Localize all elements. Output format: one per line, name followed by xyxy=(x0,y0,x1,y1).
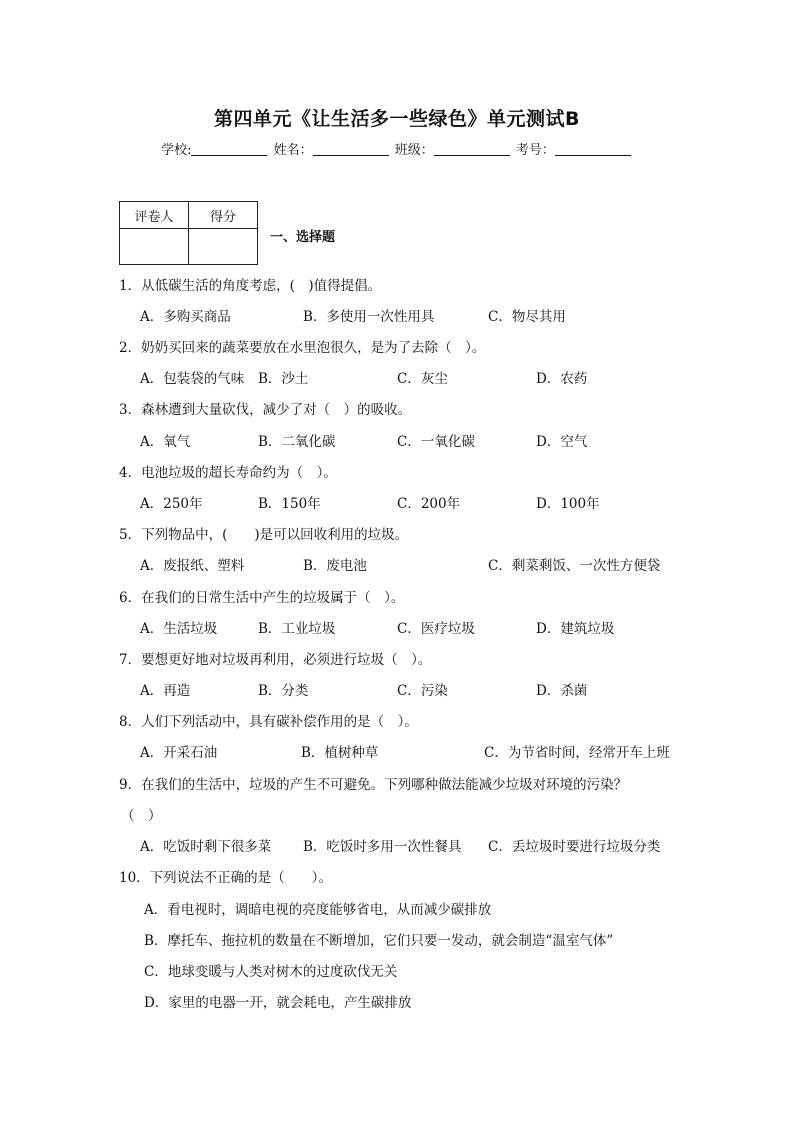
question-3-option-d[interactable]: D．空气 xyxy=(536,434,588,450)
question-10-option-c[interactable]: C．地球变暖与人类对树木的过度砍伐无关 xyxy=(144,964,398,980)
question-8-option-a[interactable]: A．开采石油 xyxy=(140,745,218,761)
class-label: 班级： xyxy=(394,143,434,158)
question-10-option-b[interactable]: B．摩托车、拖拉机的数量在不断增加，它们只要一发动，就会制造“温室气体” xyxy=(144,933,614,949)
grader-header: 评卷人 xyxy=(120,202,189,229)
school-label: 学校: xyxy=(161,143,192,158)
question-2-option-b[interactable]: B．沙土 xyxy=(258,371,309,387)
question-2-option-a[interactable]: A．包装袋的气味 xyxy=(140,371,245,387)
score-cell[interactable] xyxy=(189,229,258,265)
question-8: 8．人们下列活动中，具有碳补偿作用的是（ ）。 xyxy=(119,714,418,730)
question-8-option-c[interactable]: C．为节省时间，经常开车上班 xyxy=(484,745,670,761)
question-6-option-a[interactable]: A．生活垃圾 xyxy=(140,621,218,637)
question-1-option-c[interactable]: C．物尽其用 xyxy=(488,309,566,325)
question-1-option-b[interactable]: B．多使用一次性用具 xyxy=(303,309,435,325)
question-6-option-c[interactable]: C．医疗垃圾 xyxy=(397,621,475,637)
question-9-option-a[interactable]: A．吃饭时剩下很多菜 xyxy=(140,839,272,855)
page-title: 第四单元《让生活多一些绿色》单元测试B xyxy=(214,108,580,130)
question-5: 5．下列物品中，( )是可以回收利用的垃圾。 xyxy=(119,527,409,543)
question-10-option-a[interactable]: A．看电视时，调暗电视的亮度能够省电，从而减少碳排放 xyxy=(144,902,492,918)
score-table xyxy=(119,201,258,265)
question-4-option-d[interactable]: D．100年 xyxy=(536,496,600,512)
score-header: 得分 xyxy=(189,202,258,229)
name-blank[interactable] xyxy=(313,143,389,156)
question-9-option-b[interactable]: B．吃饭时多用一次性餐具 xyxy=(303,839,462,855)
question-6-option-b[interactable]: B．工业垃圾 xyxy=(258,621,336,637)
grader-cell[interactable] xyxy=(120,229,189,265)
question-4-option-b[interactable]: B．150年 xyxy=(258,496,321,512)
number-blank[interactable] xyxy=(555,143,631,156)
question-2-option-d[interactable]: D．农药 xyxy=(536,371,588,387)
question-5-option-a[interactable]: A．废报纸、塑料 xyxy=(140,558,245,574)
question-4-option-c[interactable]: C．200年 xyxy=(397,496,461,512)
question-3: 3．森林遭到大量砍伐，减少了对（ ）的吸收。 xyxy=(119,402,412,418)
question-7-option-a[interactable]: A．再造 xyxy=(140,683,191,699)
name-label: 姓名： xyxy=(273,143,313,158)
question-6-option-d[interactable]: D．建筑垃圾 xyxy=(536,621,615,637)
question-6: 6．在我们的日常生活中产生的垃圾属于（ ）。 xyxy=(119,590,405,606)
question-9-option-c[interactable]: C．丢垃圾时要进行垃圾分类 xyxy=(488,839,661,855)
question-1-option-a[interactable]: A．多购买商品 xyxy=(140,309,231,325)
question-10-option-d[interactable]: D．家里的电器一开，就会耗电，产生碳排放 xyxy=(144,995,412,1011)
question-5-option-b[interactable]: B．废电池 xyxy=(303,558,367,574)
question-7-option-b[interactable]: B．分类 xyxy=(258,683,309,699)
question-1: 1．从低碳生活的角度考虑，( )值得提倡。 xyxy=(119,278,382,294)
student-info-line xyxy=(0,139,794,158)
class-blank[interactable] xyxy=(434,143,510,156)
question-2: 2．奶奶买回来的蔬菜要放在水里泡很久，是为了去除（ ）。 xyxy=(119,340,486,356)
question-3-option-c[interactable]: C．一氧化碳 xyxy=(397,434,475,450)
question-4: 4．电池垃圾的超长寿命约为（ ）。 xyxy=(119,465,337,481)
question-9-answer-blank[interactable]: （ ） xyxy=(121,808,162,824)
question-2-option-c[interactable]: C．灰尘 xyxy=(397,371,448,387)
question-9: 9．在我们的生活中，垃圾的产生不可避免。下列哪种做法能减少垃圾对环境的污染？ xyxy=(119,777,628,793)
section-title: 一、选择题 xyxy=(270,230,336,245)
question-7: 7．要想更好地对垃圾再利用，必须进行垃圾（ ）。 xyxy=(119,652,432,668)
school-blank[interactable] xyxy=(191,143,267,156)
question-7-option-c[interactable]: C．污染 xyxy=(397,683,448,699)
question-5-option-c[interactable]: C．剩菜剩饭、一次性方便袋 xyxy=(488,558,661,574)
question-3-option-b[interactable]: B．二氧化碳 xyxy=(258,434,336,450)
question-10: 10．下列说法不正确的是（ ）。 xyxy=(119,870,332,886)
question-4-option-a[interactable]: A．250年 xyxy=(140,496,203,512)
question-3-option-a[interactable]: A．氧气 xyxy=(140,434,191,450)
question-7-option-d[interactable]: D．杀菌 xyxy=(536,683,588,699)
question-8-option-b[interactable]: B．植树种草 xyxy=(301,745,379,761)
number-label: 考号： xyxy=(515,143,555,158)
